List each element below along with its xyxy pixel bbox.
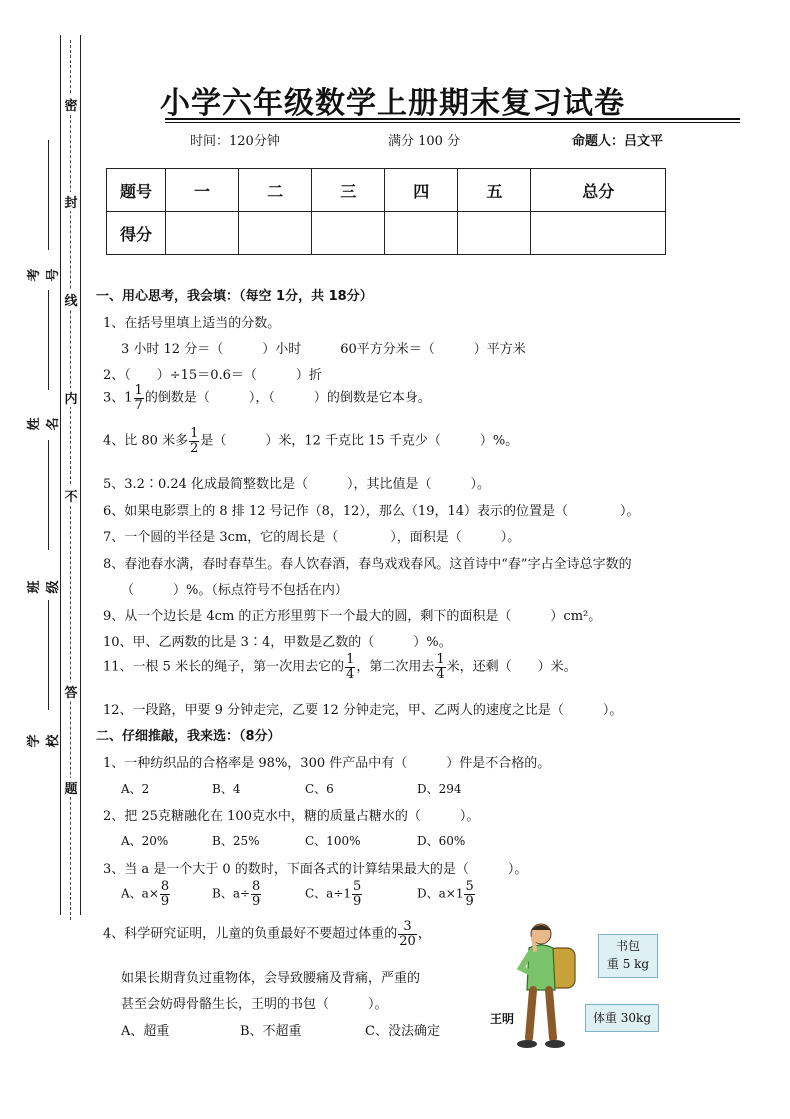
question: 2、（ ）÷15＝0.6＝（ ）折 [103, 368, 322, 383]
fraction [251, 880, 261, 908]
title-rule-thin [165, 122, 740, 123]
option[interactable]: B、4 [212, 782, 241, 796]
fraction-numerator: 1 [134, 383, 143, 398]
question-text: ，第二次用去 [356, 659, 435, 675]
seal-char: 题 [63, 778, 79, 797]
question-text: 米，还剩（ ）米。 [446, 659, 577, 675]
seal-char: 密 [63, 95, 79, 114]
table-cell: 题号 [107, 169, 166, 212]
fraction-denominator: 20 [399, 933, 416, 949]
field-label-school: 学校 [27, 734, 61, 748]
option[interactable] [305, 880, 363, 908]
seal-char: 不 [63, 486, 79, 505]
fraction-numerator: 8 [160, 879, 170, 894]
option[interactable]: A、2 [121, 782, 150, 796]
question: 9、从一个边长是 4cm 的正方形里剪下一个最大的圆，剩下的面积是（ ）cm²。 [103, 609, 602, 624]
field-label-id: 考号 [27, 268, 61, 282]
exam-time: 时间：120分钟 [190, 134, 280, 149]
fraction-denominator: 4 [436, 666, 445, 682]
seal-char: 内 [63, 388, 79, 407]
question: 12、一段路，甲要 9 分钟走完，乙要 12 分钟走完，甲、乙两人的速度之比是（ ）。 [103, 703, 623, 718]
body-weight-label: 体重 30kg [585, 1004, 659, 1032]
seal-char: 线 [63, 290, 79, 309]
question: 2、把 25克糖融化在 100克水中，糖的质量占糖水的（ ）。 [103, 809, 480, 824]
section2-heading: 二、仔细推敲，我来选：（8分） [96, 729, 281, 744]
question-text: 的倒数是（ ），（ ）的倒数是它本身。 [144, 390, 431, 406]
fraction-numerator: 5 [353, 879, 362, 894]
option[interactable]: B、不超重 [240, 1024, 302, 1039]
question-text: 是（ ）米，12 千克比 15 千克少（ ）%。 [200, 433, 519, 449]
fraction [134, 384, 144, 412]
fraction-denominator: 9 [353, 893, 362, 909]
option-whole: 1 [343, 886, 352, 901]
table-cell: 一 [166, 169, 239, 212]
score-input-cell[interactable] [458, 212, 531, 255]
binding-line-right [80, 35, 81, 915]
question: 3、当 a 是一个大于 0 的数时，下面各式的计算结果最大的是（ ）。 [103, 862, 528, 877]
option[interactable]: B、25% [212, 834, 260, 848]
field-line-class [48, 440, 49, 550]
question-line: 如果长期背负过重物体，会导致腰痛及背痛，严重的 [121, 971, 421, 986]
student-name-label: 王明 [490, 1012, 515, 1026]
option[interactable]: A、超重 [121, 1024, 170, 1039]
field-label-class: 班级 [27, 580, 61, 594]
table-cell: 四 [385, 169, 458, 212]
field-line-school [48, 600, 49, 710]
binding-line-left [60, 35, 61, 915]
seal-char: 封 [63, 192, 79, 211]
fraction-denominator: 9 [465, 893, 474, 909]
option[interactable]: C、6 [305, 782, 334, 796]
table-cell: 五 [458, 169, 531, 212]
fraction-denominator: 9 [160, 893, 170, 909]
table-cell: 二 [239, 169, 312, 212]
fraction-denominator: 4 [346, 666, 355, 682]
score-input-cell[interactable] [531, 212, 666, 255]
fraction-numerator: 1 [436, 652, 445, 667]
question [103, 384, 431, 412]
option[interactable] [212, 880, 262, 908]
score-table-score-row [107, 212, 666, 255]
author: 命题人：吕文平 [572, 134, 664, 149]
question-text: ， [417, 926, 431, 942]
option-text: C、a÷ [305, 886, 344, 901]
fraction [398, 920, 417, 948]
question: 6、如果电影票上的 8 排 12 号记作（8，12），那么（19，14）表示的位置是（ ）。 [103, 504, 640, 519]
bag-label-box [598, 934, 658, 978]
score-input-cell[interactable] [166, 212, 239, 255]
page-title: 小学六年级数学上册期末复习试卷 [160, 86, 625, 121]
boy-with-backpack-illustration [505, 920, 585, 1052]
field-line-name [48, 290, 49, 390]
score-input-cell[interactable] [239, 212, 312, 255]
question [103, 427, 518, 455]
question: 1、在括号里填上适当的分数。 [103, 316, 281, 331]
score-input-cell[interactable] [385, 212, 458, 255]
seal-char: 答 [63, 682, 79, 701]
question: 8、春池春水满，春时春草生。春人饮春酒，春鸟戏戏春风。这首诗中“春”字占全诗总字数的 [103, 557, 632, 572]
fraction-denominator: 7 [134, 397, 143, 413]
fraction-numerator: 1 [346, 652, 355, 667]
title-rule [165, 118, 740, 120]
option[interactable]: D、294 [417, 782, 462, 796]
score-table-header-row [107, 169, 666, 212]
option-text: D、a× [417, 886, 456, 901]
option[interactable]: D、60% [417, 834, 466, 848]
question-line: （ ）%。（标点符号不包括在内） [121, 583, 348, 598]
question-line: 甚至会妨碍骨骼生长，王明的书包（ ）。 [121, 997, 388, 1012]
question-text: 3、1 [103, 390, 133, 406]
option-text: B、a÷ [212, 886, 251, 901]
question-line: 3 小时 12 分＝（ ）小时 60平方分米＝（ ）平方米 [121, 342, 526, 357]
option[interactable] [417, 880, 476, 908]
field-label-name: 姓名 [27, 417, 61, 431]
bag-label-line: 重 5 kg [606, 957, 650, 971]
question [103, 653, 577, 681]
option[interactable]: C、没法确定 [365, 1024, 440, 1039]
fraction [435, 653, 445, 681]
question: 7、一个圆的半径是 3cm，它的周长是（ ），面积是（ ）。 [103, 530, 521, 545]
score-table [106, 168, 666, 255]
fraction [345, 653, 355, 681]
question-text: 4、比 80 米多 [103, 433, 189, 449]
fraction-denominator: 9 [252, 893, 261, 909]
question: 1、一种纺织品的合格率是 98%，300 件产品中有（ ）件是不合格的。 [103, 756, 551, 771]
fraction [189, 427, 199, 455]
score-input-cell[interactable] [312, 212, 385, 255]
full-score: 满分 100 分 [388, 134, 461, 149]
section1-heading: 一、用心思考，我会填：（每空 1分，共 18分） [96, 289, 373, 304]
bag-label-line: 书包 [615, 939, 640, 953]
field-line-id [48, 140, 49, 250]
fraction-numerator: 8 [252, 879, 261, 894]
table-cell: 得分 [107, 212, 166, 255]
fraction [160, 880, 170, 908]
table-cell: 三 [312, 169, 385, 212]
fraction-denominator: 2 [190, 440, 199, 456]
fraction-numerator: 5 [465, 879, 474, 894]
question-text: 11、一根 5 米长的绳子，第一次用去它的 [103, 659, 345, 675]
question: 5、3.2∶0.24 化成最简整数比是（ ），其比值是（ ）。 [103, 477, 491, 492]
fraction [464, 880, 474, 908]
fraction-numerator: 1 [190, 426, 199, 441]
option-whole: 1 [455, 886, 464, 901]
option[interactable] [121, 880, 171, 908]
question [103, 920, 431, 948]
fraction [352, 880, 362, 908]
question: 10、甲、乙两数的比是 3∶4，甲数是乙数的（ ）%。 [103, 635, 452, 650]
option-text: A、a× [121, 886, 159, 901]
table-cell: 总分 [531, 169, 666, 212]
fraction-numerator: 3 [398, 920, 417, 935]
option[interactable]: C、100% [305, 834, 361, 848]
option[interactable]: A、20% [121, 834, 169, 848]
question-text: 4、科学研究证明，儿童的负重最好不要超过体重的 [103, 926, 398, 942]
